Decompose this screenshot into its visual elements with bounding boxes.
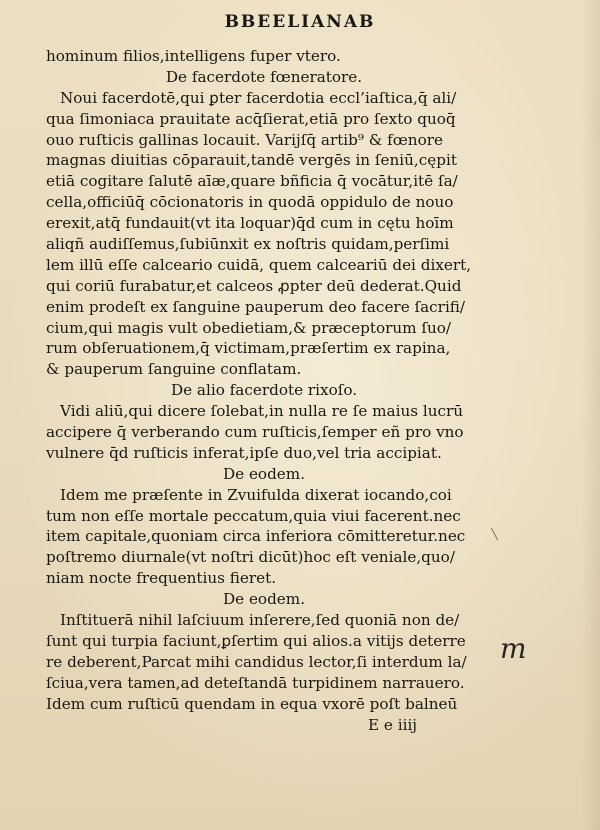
text-line: Idem cum ruſticū quendam in equa vxorē poſt balneū — [46, 694, 458, 713]
text-line: tum non eſſe mortale peccatum,quia viui facerent.nec — [46, 506, 461, 525]
text-line: erexit,atq̄ fundauit(vt ita loquar)q̄d cum in cętu hoīm — [46, 214, 454, 233]
text-line: ouo ruſticis gallinas locauit. Varijſq̄ artib⁹ & fœnore — [46, 130, 443, 149]
text-line: magnas diuitias cōparauit,tandē vergēs in ſeniū,cępit — [46, 151, 457, 170]
text-line: enim prodeſt ex ſanguine pauperum deo facere ſacrifi/ — [46, 297, 466, 316]
text-line: niam nocte frequentius fieret. — [46, 569, 277, 588]
text-line: cium,qui magis vult obedietiam,& præceptorum ſuo/ — [46, 318, 452, 337]
section-heading: De eodem. — [222, 464, 306, 483]
text-line: ſciua,vera tamen,ad deteſtandā turpidinem narrauero. — [46, 673, 465, 692]
section-heading: De alio facerdote rixoſo. — [170, 381, 358, 400]
page-edge-shadow — [582, 0, 600, 830]
text-line: vulnere q̄d ruſticis inferat,ipſe duo,vel tria accipiat. — [46, 443, 442, 462]
text-line: etiā cogitare ſalutē aīæ,quare bñficia q̄ vocātur,itē ſa/ — [46, 172, 458, 191]
section-heading: De facerdote fœneratore. — [165, 67, 363, 86]
text-line: rum obſeruationem,q̄ victimam,præſertim ex rapina, — [46, 339, 451, 358]
running-head: BBEELIANAB — [224, 12, 376, 32]
section-heading: De eodem. — [222, 590, 306, 609]
text-line: & pauperum ſanguine conflatam. — [46, 360, 302, 379]
text-line: ſunt qui turpia faciunt,ꝑſertim qui alios.a vitijs deterre — [46, 631, 466, 650]
text-block — [46, 46, 482, 735]
paragraph-first-line: Idem me præſente in Zvuifulda dixerat iocando,coi — [60, 485, 452, 504]
paragraph-first-line: Inſtituerā nihil laſciuum inſerere,ſed quoniā non de/ — [60, 611, 460, 630]
text-line: cella,officiūq̄ cōcionatoris in quodā oppidulo de nouo — [46, 193, 454, 212]
marginal-tick-mark — [491, 528, 498, 541]
paragraph-first-line: Noui facerdotē,qui ꝑter facerdotia eccl’iaſtica,q̄ ali/ — [60, 88, 457, 107]
text-line: poſtremo diurnale(vt noſtri dicūt)hoc eſt veniale,quo/ — [46, 548, 455, 567]
text-line: aliqñ audiſſemus,ſubiūnxit ex noſtris quidam,perſimi — [46, 235, 450, 254]
text-line: item capitale,quoniam circa inferiora cōmitteretur.nec — [46, 527, 466, 546]
text-line: lem illū eſſe calceario cuidā, quem calceariū dei dixert, — [46, 255, 472, 274]
paragraph-first-line: Vidi aliū,qui dicere ſolebat,in nulla re ſe maius lucrū — [60, 402, 464, 421]
text-line: accipere q̄ verberando cum ruſticis,ſemper eñ pro vno — [46, 423, 464, 442]
text-line: qui coriū furabatur,et calceos ꝓpter deū dederat.Quid — [46, 276, 462, 295]
text-line: qua ſimoniaca prauitate acq̄ſierat,etiā pro ſexto quoq̄ — [46, 109, 456, 128]
text-line: re deberent,Parcat mihi candidus lector,ſi interdum la/ — [46, 652, 467, 671]
text-line: hominum filios,intelligens fuper vtero. — [46, 47, 341, 65]
marginal-handwritten-note: m — [500, 632, 527, 665]
signature-mark: E e iiij — [368, 715, 418, 734]
